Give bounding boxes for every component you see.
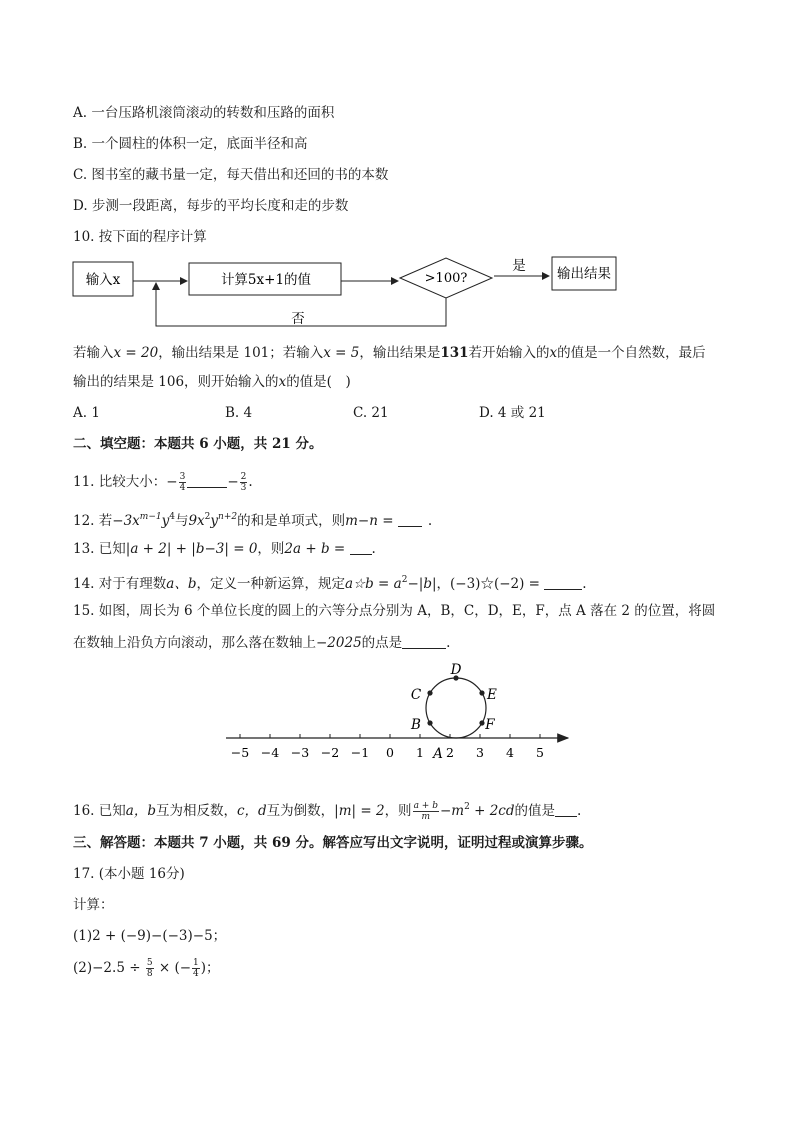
circle-point-f xyxy=(479,720,484,725)
q17-part1: (1)2 + (−9)−(−3)−5； xyxy=(73,928,227,944)
flow-compute-label: 计算5x+1的值 xyxy=(220,272,312,288)
circle-point-label-b: B xyxy=(411,717,421,733)
q14-answer-blank[interactable] xyxy=(544,575,582,590)
circle-point-b xyxy=(427,720,432,725)
q12: 12. 若$-3x^{m-1}y^4$与$9x^2y^{n+2}$的和是单项式，则m−n = . xyxy=(73,512,433,529)
number-line-tick-label: 3 xyxy=(476,745,484,760)
q11-answer-blank[interactable] xyxy=(187,473,227,488)
q13: 13. 已知|a + 2| + |b−3| = 0，则2a + b = . xyxy=(73,541,376,557)
flow-output-label: 输出结果 xyxy=(557,266,611,282)
q9-option-a: A. 一台压路机滚筒滚动的转数和压路的面积 xyxy=(73,105,335,121)
q10-stem: 10. 按下面的程序计算 xyxy=(73,229,207,245)
q15-line1: 15. 如图，周长为 6 个单位长度的圆上的六等分点分别为 A，B，C，D，E，F，点 A 落在 2 的位置，将圆 xyxy=(73,603,716,619)
circle-point-label-e: E xyxy=(487,687,497,703)
q17-header: 17. (本小题 16分) xyxy=(73,866,185,882)
q10-option-d: D. 4 或 21 xyxy=(479,405,546,421)
number-line-tick-label: 5 xyxy=(536,745,544,760)
number-line-tick-label: 4 xyxy=(506,745,514,760)
q10-flowchart xyxy=(0,0,794,340)
circle-point-label-c: C xyxy=(410,687,422,703)
q17-instruction: 计算： xyxy=(73,897,114,913)
number-line-tick-label: −5 xyxy=(230,745,250,760)
q10-line1: 若输入x = 20，输出结果是 101；若输入x = 5，输出结果是131若开始输入的x的值是一个自然数，最后 xyxy=(73,345,706,361)
q12-answer-blank[interactable] xyxy=(398,512,422,527)
q9-option-c: C. 图书室的藏书量一定，每天借出和还回的书的本数 xyxy=(73,167,389,183)
number-line-tick-label: 1 xyxy=(416,745,424,760)
q10-line2: 输出的结果是 106，则开始输入的x的值是( ) xyxy=(73,374,351,390)
circle-point-label-d: D xyxy=(450,662,462,678)
q16: 16. 已知a，b互为相反数，c，d互为倒数，|m| = 2，则 $\frac{a + b}{m}$ $-m^2 + 2cd$的值是 . xyxy=(73,801,582,822)
number-line-tick-label: 0 xyxy=(386,745,394,760)
flow-condition-label: >100? xyxy=(424,271,468,286)
section3-heading: 三、解答题：本题共 7 小题，共 69 分。解答应写出文字说明，证明过程或演算步骤。 xyxy=(73,835,593,851)
number-line-tick-label: −4 xyxy=(260,745,280,760)
number-line-tick-label: −2 xyxy=(320,745,340,760)
flow-input-label: 输入x xyxy=(85,272,121,288)
q10-option-a: A. 1 xyxy=(73,405,100,421)
circle-point-e xyxy=(479,690,484,695)
q10-option-c: C. 21 xyxy=(353,405,389,421)
q17-part2: (2)−2.5 ÷ $\frac{5}{8}$ × (− $\frac{1}{4}$ )； xyxy=(73,958,220,979)
circle-point-c xyxy=(427,690,432,695)
q15-answer-blank[interactable] xyxy=(402,634,446,649)
number-line-tick-label: −1 xyxy=(350,745,370,760)
rolling-circle xyxy=(426,678,486,738)
q14: 14. 对于有理数a、b，定义一种新运算，规定a☆b = $a^2-|b|$，(−3)☆(−2) = . xyxy=(73,575,587,592)
number-line-tick-label: 2 xyxy=(446,745,454,760)
q11: 11. 比较大小：− $\frac{3}{4}$ − $\frac{2}{3}$ . xyxy=(73,472,253,493)
q15-number-line-figure xyxy=(0,650,794,770)
q9-option-b: B. 一个圆柱的体积一定，底面半径和高 xyxy=(73,136,308,152)
q13-answer-blank[interactable] xyxy=(350,540,372,555)
section2-heading: 二、填空题：本题共 6 小题，共 21 分。 xyxy=(73,436,323,452)
q15-line2: 在数轴上沿负方向滚动，那么落在数轴上−2025的点是 . xyxy=(73,635,451,651)
q16-answer-blank[interactable] xyxy=(555,802,577,817)
flow-yes-label: 是 xyxy=(512,258,526,274)
flow-no-label: 否 xyxy=(291,311,305,327)
circle-point-label-a: A xyxy=(433,746,443,762)
q10-option-b: B. 4 xyxy=(225,405,253,421)
q9-option-d: D. 步测一段距离，每步的平均长度和走的步数 xyxy=(73,198,349,214)
number-line-tick-label: −3 xyxy=(290,745,310,760)
circle-point-label-f: F xyxy=(485,717,495,733)
